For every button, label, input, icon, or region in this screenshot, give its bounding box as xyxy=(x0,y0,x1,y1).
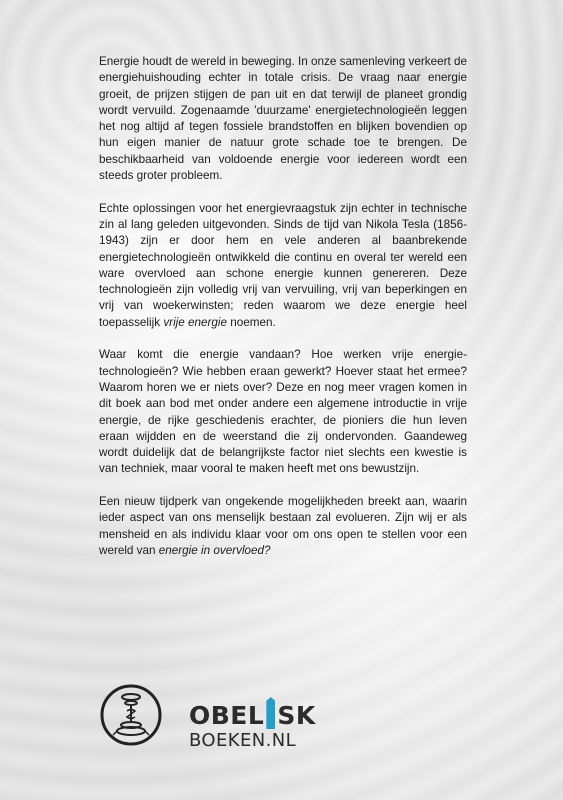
back-cover-text xyxy=(99,54,467,576)
wordmark-right: SK xyxy=(277,701,316,730)
paragraph-3: Waar komt die energie vandaan? Hoe werken vrije energie-technologieën? Wie hebben eraan gewerkt? Hoever staat het ermee? Waarom horen we er niets over? Deze en nog meer vragen komen in dit boek aan bod met onder andere een algemene introductie in vrije energie, de rijke geschiedenis erachter, de pioniers die hun leven eraan wijdden en de weerstand die zij ondervonden. Gaandeweg wordt duidelijk dat de belangrijkste factor niet slechts een kwestie is van techniek, maar vooral te maken heeft met ons bewustzijn. xyxy=(99,348,467,476)
publisher-logo-area xyxy=(99,683,399,763)
publisher-wordmark xyxy=(189,697,316,751)
emphasis-vrije-energie: vrije energie xyxy=(163,315,227,329)
tesla-coil-emblem-icon xyxy=(99,683,163,747)
paragraph-4: Een nieuw tijdperk van ongekende mogelijkheden breekt aan, waarin ieder aspect van ons menselijk bestaan zal evolueren. Zijn wij er als mensheid en als individu klaar voor om ons open te stellen voor een wereld van energie in overvloed? xyxy=(99,495,467,557)
paragraph-1: Energie houdt de wereld in beweging. In onze samenleving verkeert de energiehuishouding echter in totale crisis. De vraag naar energie groeit, de prijzen stijgen de pan uit en dat terwijl de planeet grondig wordt vervuild. Zogenaamde 'duurzame' energietechnologieën leggen het nog altijd af tegen fossiele brandstoffen en blijken bovendien op hun eigen manier de natuur grote schade toe te brengen. De beschikbaarheid van voldoende energie voor iedereen wordt een steeds groter probleem. xyxy=(99,55,467,183)
publisher-site: BOEKEN.NL xyxy=(189,730,297,751)
obelisk-icon xyxy=(266,697,275,729)
paragraph-2: Echte oplossingen voor het energievraagstuk zijn echter in technische zin al lang geleden uitgevonden. Sinds de tijd van Nikola Tesla (1856-1943) zijn er door hem en vele anderen al baanbrekende energietechnologieën ontwikkeld die continu en overal ter wereld een ware overvloed aan schone energie kunnen genereren. Deze technologieën zijn volledig vrij van vervuiling, vrij van beperkingen en vrij van woekerwinsten; reden waarom we deze energie heel toepasselijk vrije energie noemen. xyxy=(99,201,467,329)
emphasis-energie-in-overvloed: energie in overvloed? xyxy=(158,543,271,557)
wordmark-left: OBEL xyxy=(189,701,265,730)
